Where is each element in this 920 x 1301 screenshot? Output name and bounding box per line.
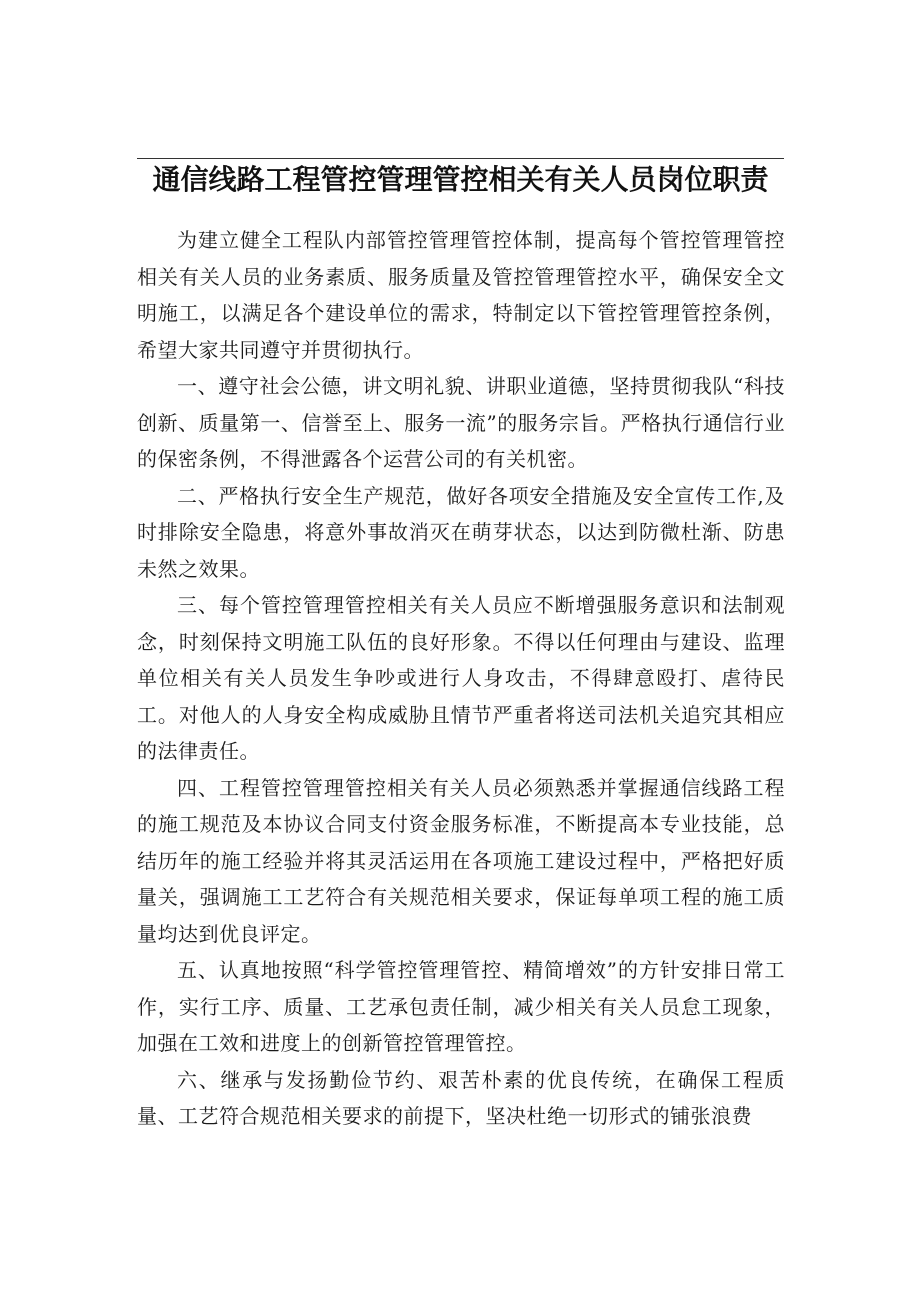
paragraph-item-4: 四、工程管控管理管控相关有关人员必须熟悉并掌握通信线路工程的施工规范及本协议合同支付资金服务标准，不断提高本专业技能，总结历年的施工经验并将其灵活运用在各项施工建设过程中，严格把好质量关，强调施工工艺符合有关规范相关要求，保证每单项工程的施工质量均达到优良评定。 — [137, 775, 785, 946]
paragraph-intro: 为建立健全工程队内部管控管理管控体制，提高每个管控管理管控相关有关人员的业务素质、服务质量及管控管理管控水平，确保安全文明施工，以满足各个建设单位的需求，特制定以下管控管理管控条例，希望大家共同遵守并贯彻执行。 — [137, 228, 785, 362]
paragraph-item-6: 六、继承与发扬勤俭节约、艰苦朴素的优良传统，在确保工程质量、工艺符合规范相关要求的前提下，坚决杜绝一切形式的铺张浪费 — [137, 1067, 785, 1128]
paragraph-item-2: 二、严格执行安全生产规范，做好各项安全措施及安全宣传工作,及时排除安全隐患，将意外事故消灭在萌芽状态，以达到防微杜渐、防患未然之效果。 — [137, 483, 785, 581]
paragraph-item-3: 三、每个管控管理管控相关有关人员应不断增强服务意识和法制观念，时刻保持文明施工队伍的良好形象。不得以任何理由与建设、监理单位相关有关人员发生争吵或进行人身攻击，不得肆意殴打、虐待民工。对他人的人身安全构成威胁且情节严重者将送司法机关追究其相应的法律责任。 — [137, 593, 785, 763]
title-rule — [137, 158, 784, 159]
document-title: 通信线路工程管控管理管控相关有关人员岗位职责 — [152, 163, 769, 196]
paragraph-item-1: 一、遵守社会公德，讲文明礼貌、讲职业道德，坚持贯彻我队“科技创新、质量第一、信誉至上、服务一流”的服务宗旨。严格执行通信行业的保密条例，不得泄露各个运营公司的有关机密。 — [137, 374, 785, 471]
paragraph-item-5: 五、认真地按照“科学管控管理管控、精简增效”的方针安排日常工作，实行工序、质量、工艺承包责任制，减少相关有关人员怠工现象，加强在工效和进度上的创新管控管理管控。 — [137, 958, 785, 1055]
document-body — [137, 222, 785, 1135]
